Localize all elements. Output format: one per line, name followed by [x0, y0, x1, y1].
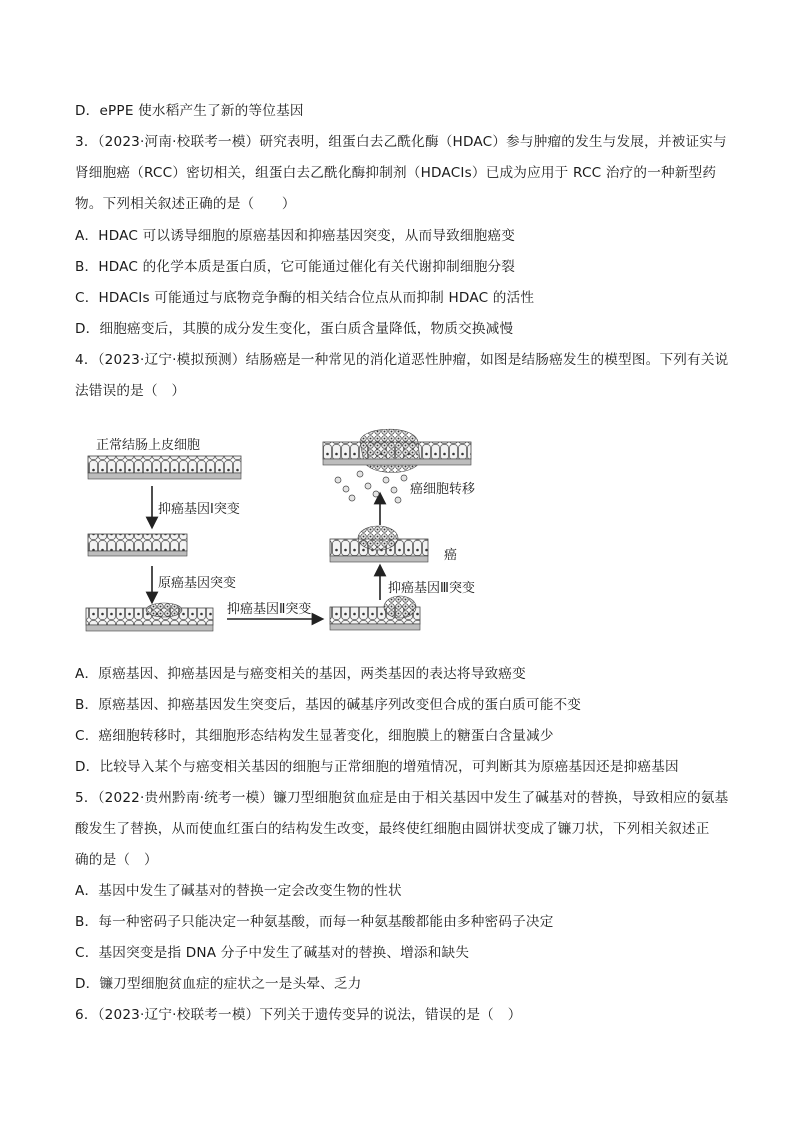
- label-step3: 抑癌基因Ⅱ突变: [227, 602, 312, 617]
- option-5b: B．每一种密码子只能决定一种氨基酸，而每一种氨基酸都能由多种密码子决定: [75, 914, 554, 930]
- colon-cancer-model-figure: [80, 428, 520, 640]
- question-6-stem: 6．（2023·辽宁·校联考一模）下列关于遗传变异的说法，错误的是（ ）: [75, 1007, 522, 1023]
- question-5-stem: 5．（2022·贵州黔南·统考一模）镰刀型细胞贫血症是由于相关基因中发生了碱基对的替换，导致相应的氨基: [75, 790, 729, 806]
- label-cancer: 癌: [444, 548, 458, 563]
- epithelium-step2: [86, 603, 213, 631]
- option-5d: D．镰刀型细胞贫血症的症状之一是头晕、乏力: [75, 976, 362, 992]
- question-4-stem: 法错误的是（ ）: [75, 383, 186, 399]
- epithelium-step1: [88, 534, 187, 556]
- option-4c: C．癌细胞转移时，其细胞形态结构发生显著变化，细胞膜上的糖蛋白含量减少: [75, 728, 554, 744]
- question-4-stem: 4．（2023·辽宁·模拟预测）结肠癌是一种常见的消化道恶性肿瘤，如图是结肠癌发生的模型图。下列有关说: [75, 352, 729, 368]
- label-metastasis: 癌细胞转移: [410, 482, 476, 497]
- scattered-cancer-cells: [335, 471, 407, 503]
- question-3-stem: 3．（2023·河南·校联考一模）研究表明，组蛋白去乙酰化酶（HDAC）参与肿瘤的发生与发展，并被证实与: [75, 134, 727, 150]
- option-4d: D．比较导入某个与癌变相关基因的细胞与正常细胞的增殖情况，可判断其为原癌基因还是抑癌基因: [75, 759, 679, 775]
- question-5-stem: 酸发生了替换，从而使血红蛋白的结构发生改变，最终使红细胞由圆饼状变成了镰刀状，下列相关叙述正: [75, 821, 710, 837]
- label-normal-cells: 正常结肠上皮细胞: [96, 438, 201, 453]
- epithelium-step3: [330, 596, 420, 630]
- option-3d: D．细胞癌变后，其膜的成分发生变化，蛋白质含量降低，物质交换减慢: [75, 321, 514, 337]
- option-3c: C．HDACIs 可能通过与底物竞争酶的相关结合位点从而抑制 HDAC 的活性: [75, 290, 535, 306]
- option-5c: C．基因突变是指 DNA 分子中发生了碱基对的替换、增添和缺失: [75, 945, 470, 961]
- option-4a: A．原癌基因、抑癌基因是与癌变相关的基因，两类基因的表达将导致癌变: [75, 666, 526, 682]
- label-step2: 原癌基因突变: [158, 576, 237, 591]
- cancer-epithelium: [330, 526, 428, 562]
- option-5a: A．基因中发生了碱基对的替换一定会改变生物的性状: [75, 883, 402, 899]
- label-step1: 抑癌基因Ⅰ突变: [158, 502, 240, 517]
- normal-epithelium: [88, 456, 241, 479]
- option-4b: B．原癌基因、抑癌基因发生突变后，基因的碱基序列改变但合成的蛋白质可能不变: [75, 697, 582, 713]
- label-step4: 抑癌基因Ⅲ突变: [388, 581, 475, 596]
- question-5-stem: 确的是（ ）: [75, 852, 158, 868]
- option-3a: A．HDAC 可以诱导细胞的原癌基因和抑癌基因突变，从而导致细胞癌变: [75, 228, 516, 244]
- question-3-stem: 物。下列相关叙述正确的是（ ）: [75, 196, 296, 212]
- question-3-stem: 肾细胞癌（RCC）密切相关，组蛋白去乙酰化酶抑制剂（HDACIs）已成为应用于 RCC 治疗的一种新型药: [75, 165, 717, 181]
- option-2d: D．ePPE 使水稻产生了新的等位基因: [75, 103, 304, 119]
- option-3b: B．HDAC 的化学本质是蛋白质，它可能通过催化有关代谢抑制细胞分裂: [75, 259, 516, 275]
